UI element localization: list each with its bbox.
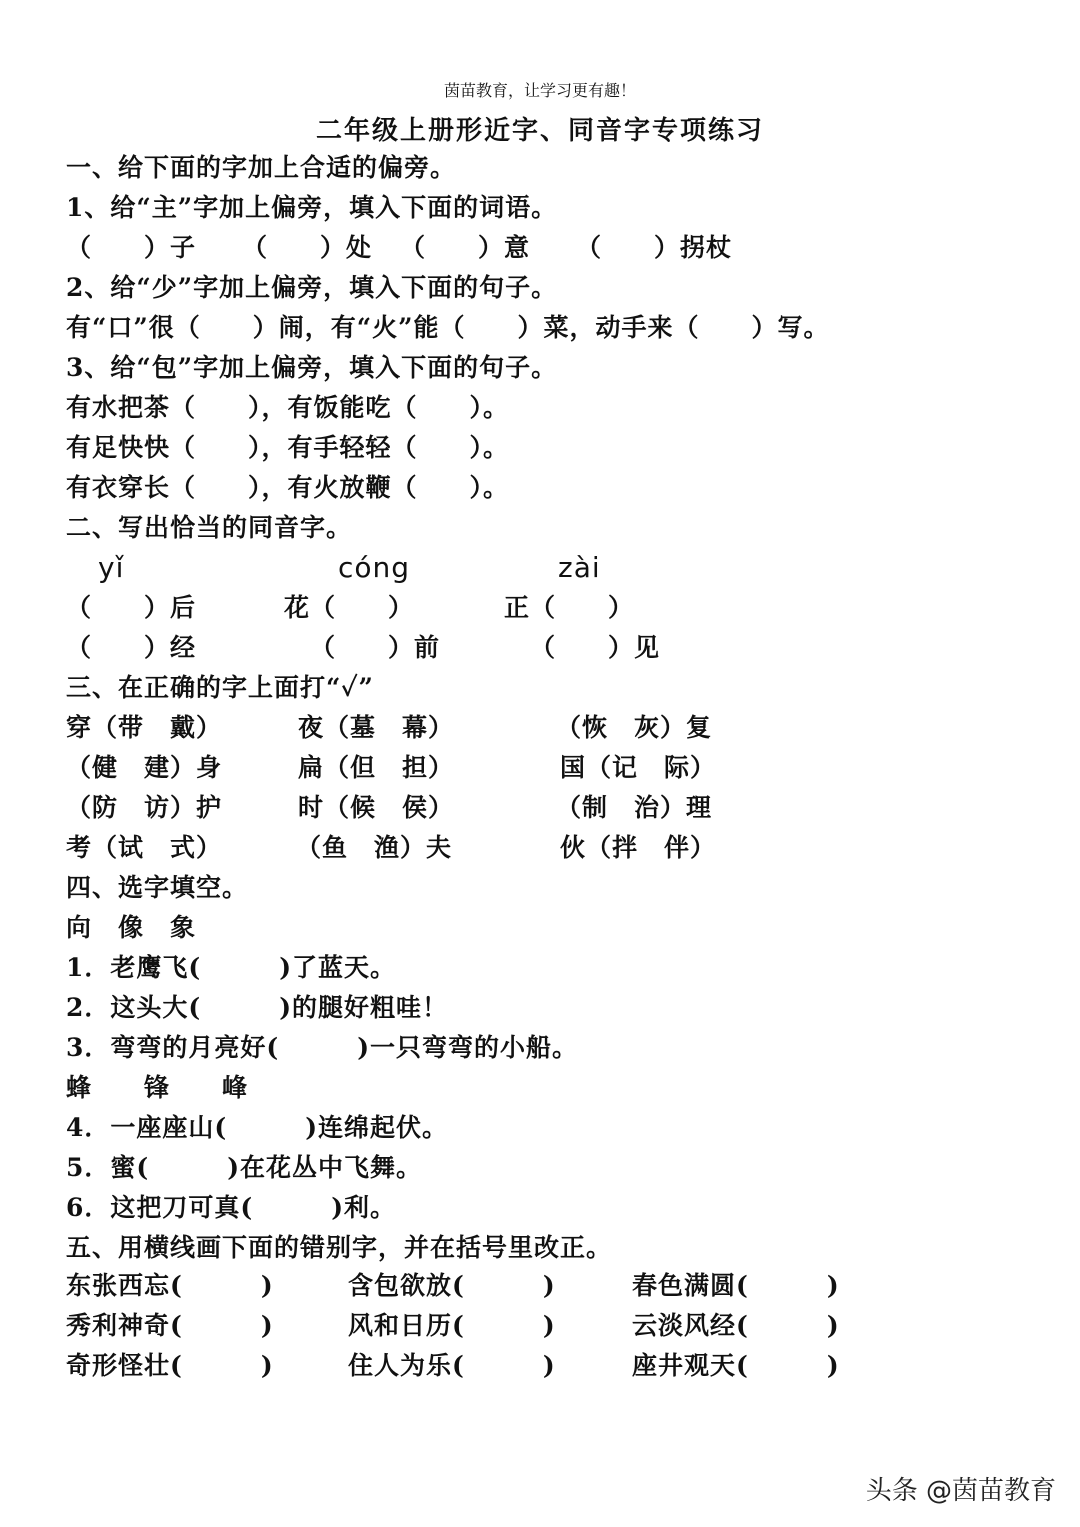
s1-q2: 2、给“少”字加上偏旁，填入下面的句子。 bbox=[66, 273, 558, 302]
s4-item: 3．弯弯的月亮好( )一只弯弯的小船。 bbox=[66, 1033, 579, 1062]
page-title: 二年级上册形近字、同音字专项练习 bbox=[315, 116, 764, 146]
s4-item: 6．这把刀可真( )利。 bbox=[66, 1193, 397, 1222]
s5-item: 云淡风经( ) bbox=[632, 1311, 840, 1340]
s1-q1-item: （ ）拐杖 bbox=[576, 233, 733, 262]
s4-item: 2．这头大( )的腿好粗哇！ bbox=[66, 993, 449, 1022]
s1-q1-item: （ ）子 bbox=[66, 233, 197, 262]
s4-item: 1．老鹰飞( )了蓝天。 bbox=[66, 953, 397, 982]
section-3-heading: 三、在正确的字上面打“✓” bbox=[66, 673, 374, 702]
section-2-heading: 二、写出恰当的同音字。 bbox=[66, 513, 353, 542]
s3-choice: 扁（但 担） bbox=[298, 753, 455, 782]
s2-blank: （ ）后 bbox=[66, 593, 197, 622]
s4-char-group: 蜂 锋 峰 bbox=[66, 1073, 249, 1102]
s1-q3: 3、给“包”字加上偏旁，填入下面的句子。 bbox=[66, 353, 558, 382]
section-1-heading: 一、给下面的字加上合适的偏旁。 bbox=[66, 153, 457, 182]
s3-choice: 考（试 式） bbox=[66, 833, 223, 862]
section-5-heading: 五、用横线画下面的错别字，并在括号里改正。 bbox=[66, 1233, 613, 1262]
pinyin-label: cóng bbox=[338, 551, 411, 584]
s2-blank: （ ）见 bbox=[530, 633, 661, 662]
s5-item: 奇形怪壮( ) bbox=[66, 1351, 274, 1380]
pinyin-label: zài bbox=[558, 551, 601, 584]
section-4-heading: 四、选字填空。 bbox=[66, 873, 249, 902]
s5-item: 东张西忘( ) bbox=[66, 1271, 274, 1300]
s5-item: 春色满圆( ) bbox=[632, 1271, 840, 1300]
s3-choice: 夜（墓 幕） bbox=[298, 713, 455, 742]
s5-item: 含包欲放( ) bbox=[348, 1271, 556, 1300]
s2-blank: 花（ ） bbox=[284, 593, 415, 622]
watermark: 头条 @茵苗教育 bbox=[865, 1476, 1056, 1506]
s3-choice: 时（候 侯） bbox=[298, 793, 455, 822]
s3-choice: （鱼 渔）夫 bbox=[296, 833, 453, 862]
s5-item: 秀利神奇( ) bbox=[66, 1311, 274, 1340]
s1-q1: 1、给“主”字加上偏旁，填入下面的词语。 bbox=[66, 193, 558, 222]
s4-char-group: 向 像 象 bbox=[66, 913, 197, 942]
page-header: 茵苗教育，让学习更有趣！ bbox=[443, 81, 636, 100]
s3-choice: （防 访）护 bbox=[66, 793, 223, 822]
s2-blank: （ ）前 bbox=[310, 633, 441, 662]
s3-choice: 伙（拌 伴） bbox=[560, 833, 717, 862]
s1-q1-item: （ ）处 bbox=[242, 233, 373, 262]
s2-blank: （ ）经 bbox=[66, 633, 197, 662]
s3-choice: （恢 灰）复 bbox=[556, 713, 713, 742]
s3-choice: （健 建）身 bbox=[66, 753, 223, 782]
s4-item: 4．一座座山( )连绵起伏。 bbox=[66, 1113, 449, 1142]
s5-item: 风和日历( ) bbox=[348, 1311, 556, 1340]
s2-blank: 正（ ） bbox=[504, 593, 635, 622]
s1-q3-line: 有足快快（ ），有手轻轻（ ）。 bbox=[66, 433, 510, 462]
s1-q1-item: （ ）意 bbox=[400, 233, 531, 262]
s1-q3-line: 有水把茶（ ），有饭能吃（ ）。 bbox=[66, 393, 510, 422]
s4-item: 5．蜜( )在花丛中飞舞。 bbox=[66, 1153, 423, 1182]
s5-item: 座井观天( ) bbox=[632, 1351, 840, 1380]
pinyin-label: yǐ bbox=[98, 551, 125, 584]
s5-item: 住人为乐( ) bbox=[348, 1351, 556, 1380]
s3-choice: （制 治）理 bbox=[556, 793, 713, 822]
s3-choice: 国（记 际） bbox=[560, 753, 717, 782]
s3-choice: 穿（带 戴） bbox=[66, 713, 223, 742]
s1-q2-line: 有“口”很（ ）闹，有“火”能（ ）菜，动手来（ ）写。 bbox=[66, 313, 830, 342]
s1-q3-line: 有衣穿长（ ），有火放鞭（ ）。 bbox=[66, 473, 510, 502]
